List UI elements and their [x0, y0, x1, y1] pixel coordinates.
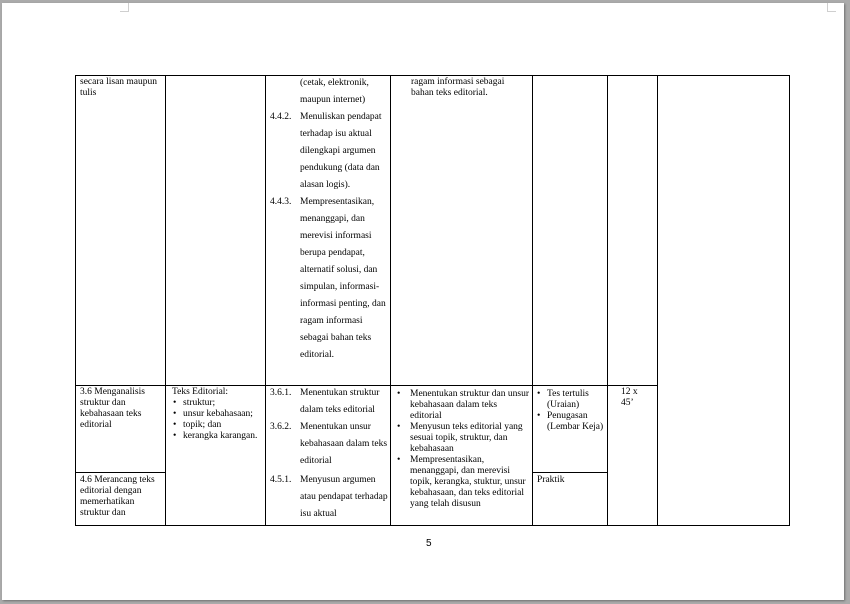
col-line	[789, 75, 790, 526]
col-line	[390, 75, 391, 526]
row-divider-assessment	[532, 472, 607, 473]
page-number: 5	[426, 538, 432, 549]
list-item: • struktur;	[172, 398, 264, 409]
indicator-item	[270, 419, 388, 470]
assessment-list	[536, 389, 606, 433]
indicator-cell	[270, 472, 388, 523]
indicator-text: Menentukan unsur kebahasaan dalam teks editorial	[300, 422, 388, 466]
list-item: • Mempresentasikan, menanggapi, dan merevisi topik, kerangka, stuktur, unsur kebahasaan, dan teks editorial yang telah disusun	[396, 455, 530, 510]
indicator-item	[270, 109, 388, 194]
indicator-text: Mempresentasikan, menanggapi, dan merevisi informasi berupa pendapat, alternatif solusi, dan simpulan, informasi-informasi penting, dan ragam informasi sebagai bahan teks editorial.	[300, 197, 386, 360]
indicator-text: Menuliskan pendapat terhadap isu aktual dilengkapi argumen pendukung (data dan alasan logis).	[300, 112, 382, 190]
indicator-cell	[270, 385, 388, 470]
list-item: • unsur kebahasaan;	[172, 409, 264, 420]
indicator-number: 4.4.3.	[270, 197, 292, 207]
materi-cell	[172, 387, 264, 442]
col-line	[165, 75, 166, 526]
list-item: • Tes tertulis (Uraian)	[536, 389, 606, 411]
list-item: • topik; dan	[172, 420, 264, 431]
indicator-text: Menentukan struktur dalam teks editorial	[300, 388, 380, 415]
indicator-number: 4.4.2.	[270, 112, 292, 122]
kd-cell: 3.6 Menganalisis struktur dan kebahasaan teks editorial	[80, 387, 145, 430]
page-corner-mark-right	[827, 3, 836, 12]
assessment-cell: Praktik	[537, 475, 565, 485]
activity-cell	[396, 389, 530, 510]
indicator-text: Menyusun argumen atau pendapat terhadap isu aktual	[300, 475, 388, 519]
indicator-continuation: (cetak, elektronik, maupun internet)	[300, 78, 369, 105]
document-page	[2, 3, 844, 600]
list-item: • kerangka karangan.	[172, 431, 264, 442]
page-corner-mark-left	[120, 3, 129, 12]
list-item: • Penugasan (Lembar Keja)	[536, 411, 606, 433]
list-item: • Menentukan struktur dan unsur kebahasaan dalam teks editorial	[396, 389, 530, 422]
col-line	[607, 75, 608, 526]
col-line	[265, 75, 266, 526]
indicator-number: 3.6.1.	[270, 388, 292, 398]
col-line	[657, 75, 658, 526]
materi-title: Teks Editorial:	[172, 387, 229, 397]
indicator-item	[270, 472, 388, 523]
assessment-cell	[536, 389, 606, 433]
col-line	[532, 75, 533, 526]
col-line	[75, 75, 76, 526]
table-border-top	[75, 75, 790, 76]
indicator-item	[270, 194, 388, 364]
kd-cell: secara lisan maupun tulis	[80, 77, 158, 98]
indicator-number: 4.5.1.	[270, 475, 292, 485]
materi-list	[172, 398, 264, 442]
activity-list	[396, 389, 530, 510]
time-allocation: 12 x 45’	[621, 387, 638, 408]
kd-cell: 4.6 Merancang teks editorial dengan memerhatikan struktur dan	[80, 475, 155, 518]
activity-cell: ragam informasi sebagai bahan teks editorial.	[411, 77, 505, 98]
indicator-number: 3.6.2.	[270, 422, 292, 432]
list-item: • Menyusun teks editorial yang sesuai topik, struktur, dan kebahasaan	[396, 422, 530, 455]
table-border-bottom	[75, 525, 790, 526]
indicator-cell	[270, 75, 388, 364]
row-divider-kd	[75, 472, 165, 473]
indicator-item	[270, 385, 388, 419]
